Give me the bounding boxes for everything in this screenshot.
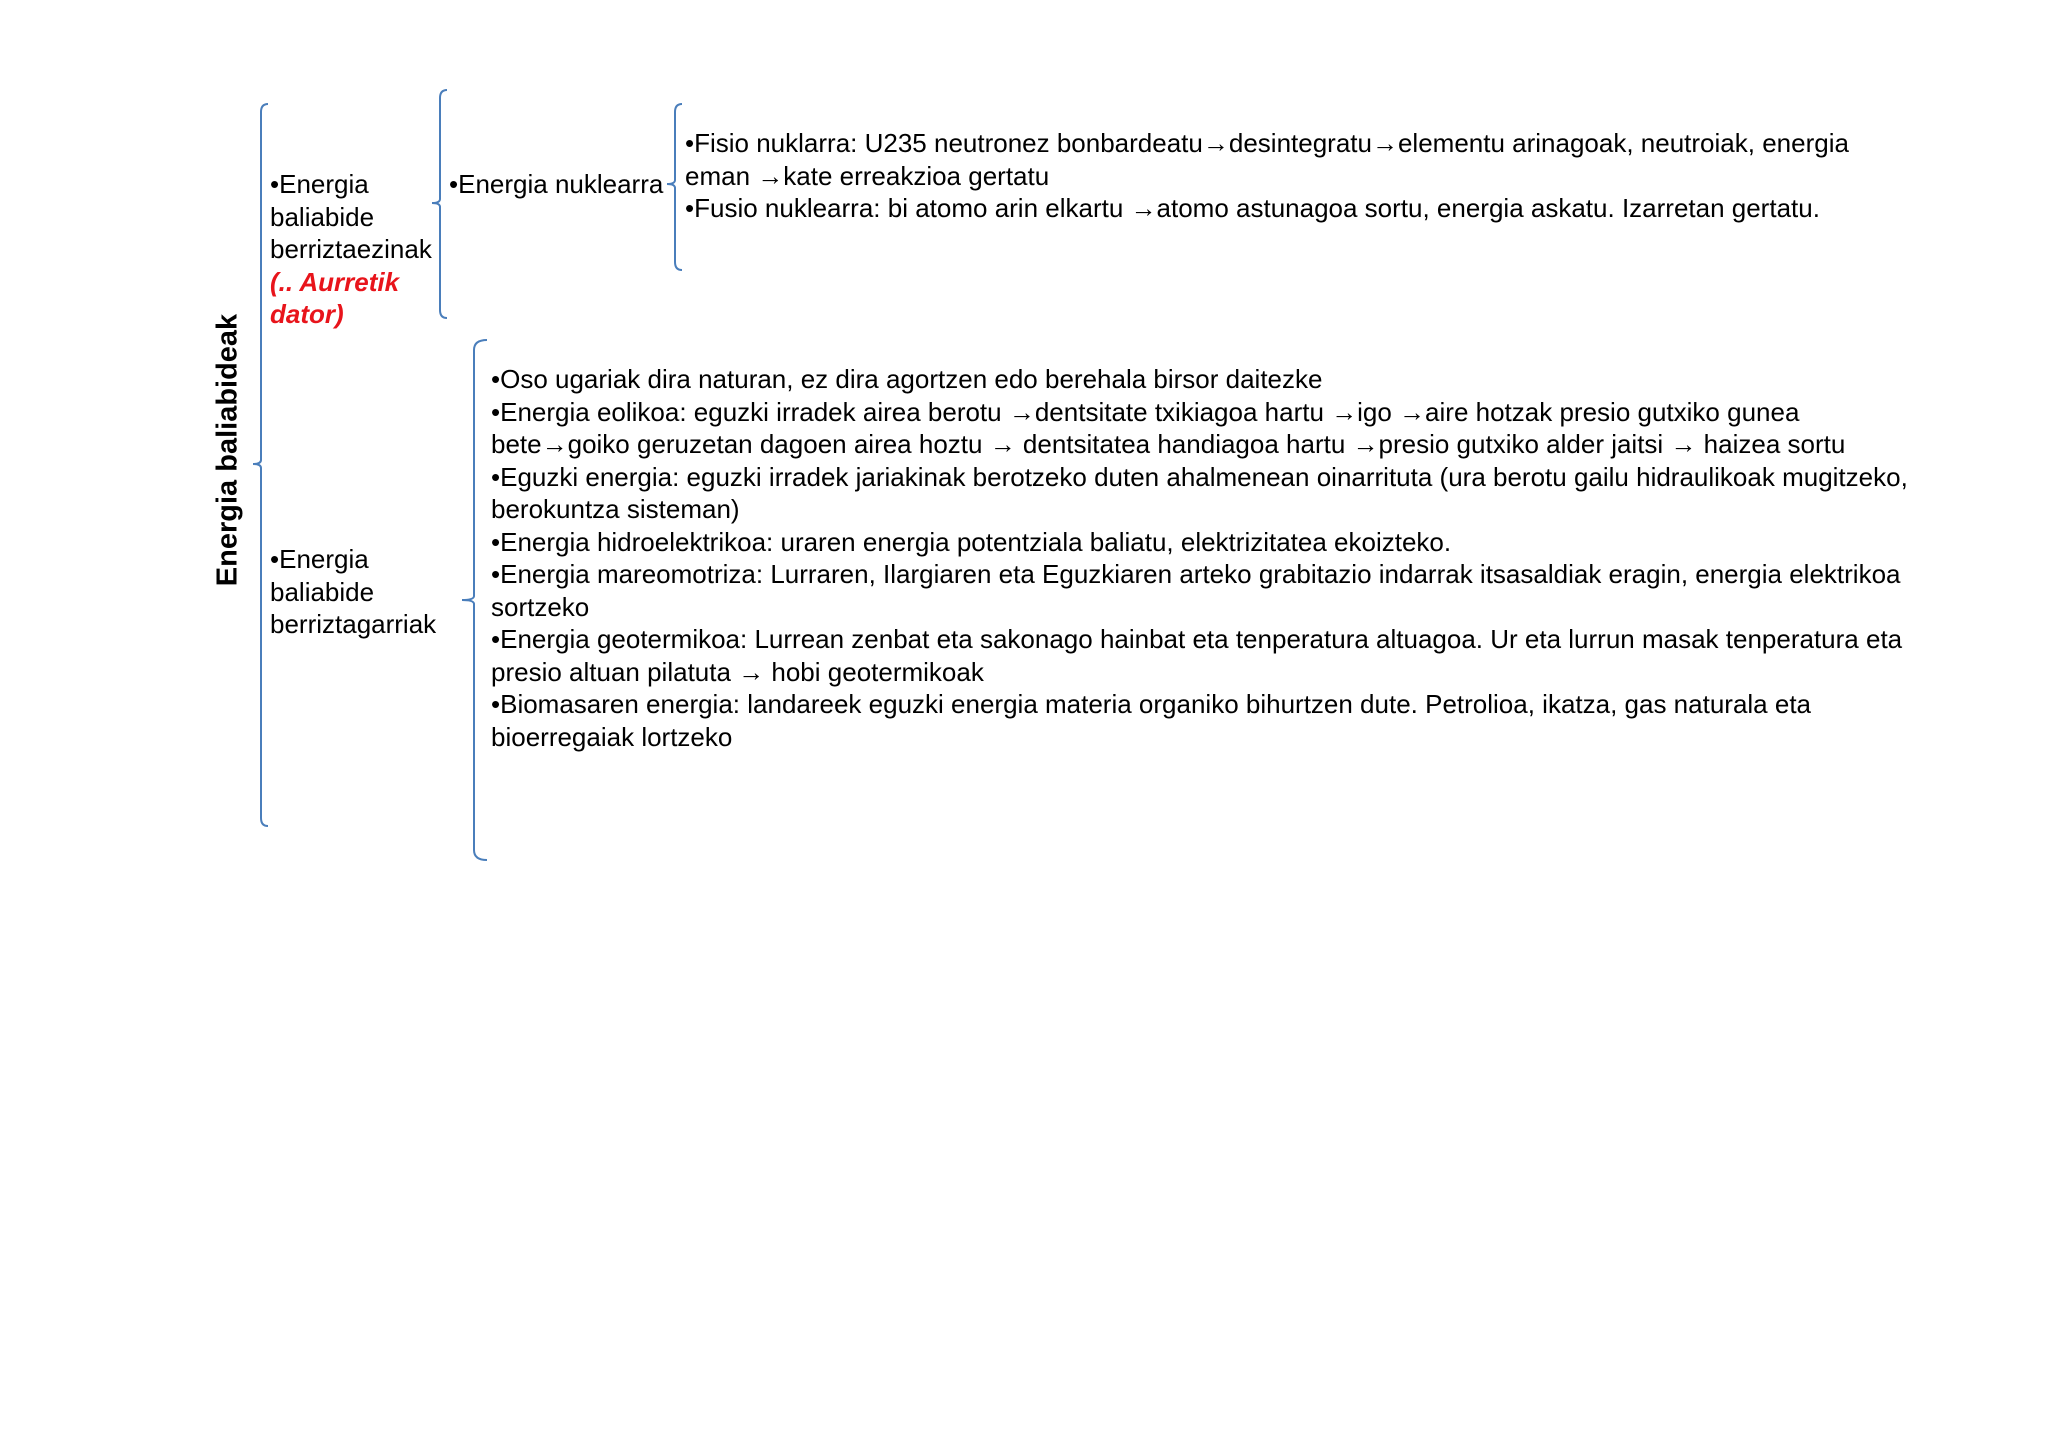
nuclear-item-fission: •Fisio nuklarra: U235 neutronez bonbardeatu→desintegratu→elementu arinagoak, neutroiak, energia eman →kate erreakzioa gertatu — [685, 128, 1849, 191]
nuclear-bracket — [667, 104, 682, 270]
renewable-item: •Energia eolikoa: eguzki irradek airea berotu →dentsitate txikiagoa hartu →igo →aire hotzak presio gutxiko gunea bete→goiko geruzetan dagoen airea hoztu → dentsitatea handiagoa hartu →presio gutxiko alder jaitsi → haizea sortu — [491, 396, 1846, 459]
nuclear-items — [685, 127, 1905, 225]
renewable-item: •Oso ugariak dira naturan, ez dira agortzen edo berehala birsor daitezke — [491, 364, 1323, 394]
renewable-item: •Energia mareomotriza: Lurraren, Ilargiaren eta Eguzkiaren arteko grabitazio indarrak itsasaldiak eragin, energia elektrikoa sortzeko — [491, 559, 1901, 622]
non-renewable-note: (.. Aurretik dator) — [270, 266, 400, 329]
renewable-bracket — [462, 340, 487, 860]
nuclear-label: •Energia nuklearra — [449, 169, 664, 199]
renewable-item: •Energia hidroelektrikoa: uraren energia potentziala baliatu, elektrizitatea ekoizteko. — [491, 526, 1452, 557]
renewable-item: •Eguzki energia: eguzki irradek jariakinak berotzeko duten ahalmenean oinarrituta (ura berotu gailu hidraulikoak mugitzeko, berokuntza sisteman) — [491, 461, 1908, 524]
renewable-label: •Energia baliabide berriztagarriak — [270, 544, 437, 639]
renewable-items — [491, 363, 1911, 753]
non-renewable-label: •Energia baliabide berriztaezinak — [270, 169, 432, 264]
renewable-item: •Energia geotermikoa: Lurrean zenbat eta sakonago hainbat eta tenperatura altuagoa. Ur eta lurrun masak tenperatura eta presio altuan pilatuta → hobi geotermikoak — [491, 624, 1903, 687]
nuclear-node — [449, 168, 663, 201]
nuclear-item-fusion: •Fusio nuklearra: bi atomo arin elkartu →atomo astunagoa sortu, energia askatu. Izarretan gertatu. — [685, 193, 1820, 223]
non-renewable-node — [270, 168, 450, 331]
root-title-text: Energia baliabideak — [211, 313, 244, 587]
root-bracket — [253, 104, 268, 826]
renewable-node — [270, 543, 450, 641]
renewable-item: •Biomasaren energia: landareek eguzki energia materia organiko bihurtzen dute. Petrolioa, ikatza, gas naturala eta bioerregaiak lortzeko — [491, 689, 1812, 752]
